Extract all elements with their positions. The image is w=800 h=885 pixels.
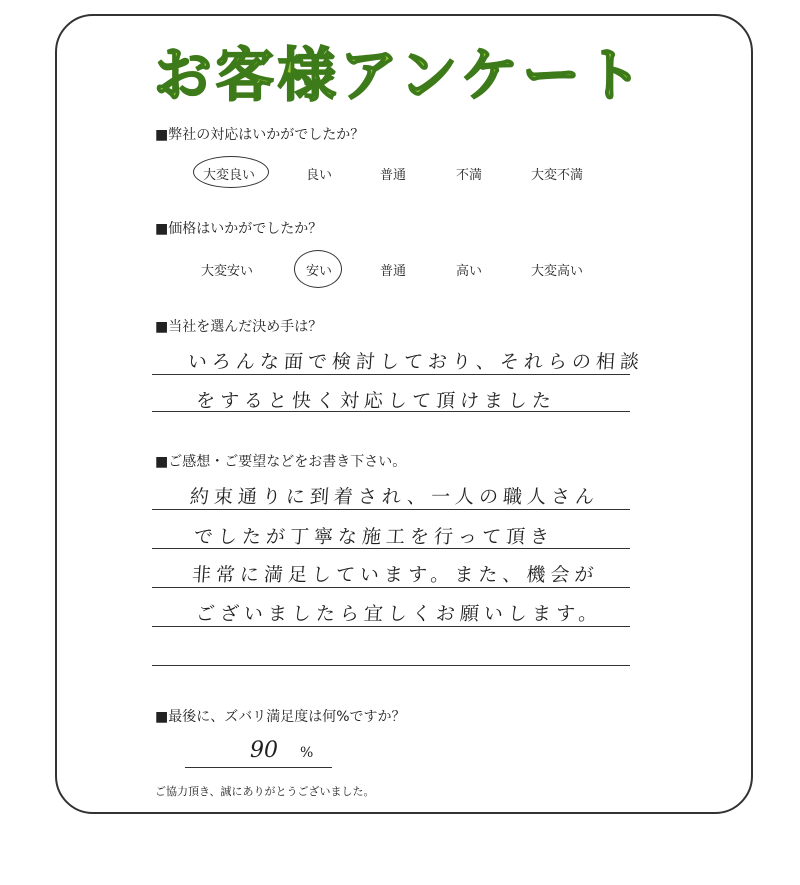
answer-rule-line — [152, 548, 630, 549]
option-service-normal[interactable]: 普通 — [380, 168, 407, 183]
satisfaction-unit: % — [300, 745, 314, 761]
option-price-very-cheap[interactable]: 大変安い — [201, 264, 254, 279]
option-price-very-expensive[interactable]: 大変高い — [531, 264, 584, 279]
answer-rule-line — [152, 587, 630, 588]
answer-comments-line-1: 約束通りに到着され、一人の職人さん — [189, 486, 600, 508]
option-price-expensive[interactable]: 高い — [456, 264, 483, 279]
option-price-normal[interactable]: 普通 — [380, 264, 407, 279]
answer-rule-line — [152, 411, 630, 412]
satisfaction-value: 90 — [250, 738, 278, 763]
option-price-cheap[interactable]: 安い — [306, 264, 333, 279]
answer-rule-line — [152, 626, 630, 627]
answer-deciding-factor-line-1: いろんな面で検討しており、それらの相談 — [187, 351, 645, 373]
option-service-unsatisfied[interactable]: 不満 — [456, 168, 483, 183]
answer-comments-line-2: でしたが丁寧な施工を行って頂き — [193, 526, 555, 548]
answer-rule-line — [152, 509, 630, 510]
satisfaction-rule-line — [185, 767, 332, 768]
answer-comments-line-3: 非常に満足しています。また、機会が — [191, 564, 600, 586]
answer-rule-line — [152, 665, 630, 666]
question-deciding-factor: ■当社を選んだ決め手は？ — [155, 319, 323, 335]
question-price: ■価格はいかがでしたか？ — [155, 221, 323, 237]
question-service: ■弊社の対応はいかがでしたか？ — [155, 127, 365, 143]
thank-you-footer: ご協力頂き、誠にありがとうございました。 — [155, 785, 375, 798]
answer-deciding-factor-line-2: をすると快く対応して頂けました — [195, 390, 557, 412]
option-service-good[interactable]: 良い — [306, 168, 333, 183]
answer-comments-line-4: ございましたら宜しくお願いします。 — [195, 603, 604, 625]
question-satisfaction: ■最後に、ズバリ満足度は何%ですか？ — [155, 709, 406, 725]
survey-title: お客様アンケート — [153, 41, 647, 109]
option-service-very-unsatisfied[interactable]: 大変不満 — [531, 168, 584, 183]
option-service-very-good[interactable]: 大変良い — [203, 168, 256, 183]
answer-rule-line — [152, 374, 630, 375]
question-comments: ■ご感想・ご要望などをお書き下さい。 — [155, 454, 407, 470]
